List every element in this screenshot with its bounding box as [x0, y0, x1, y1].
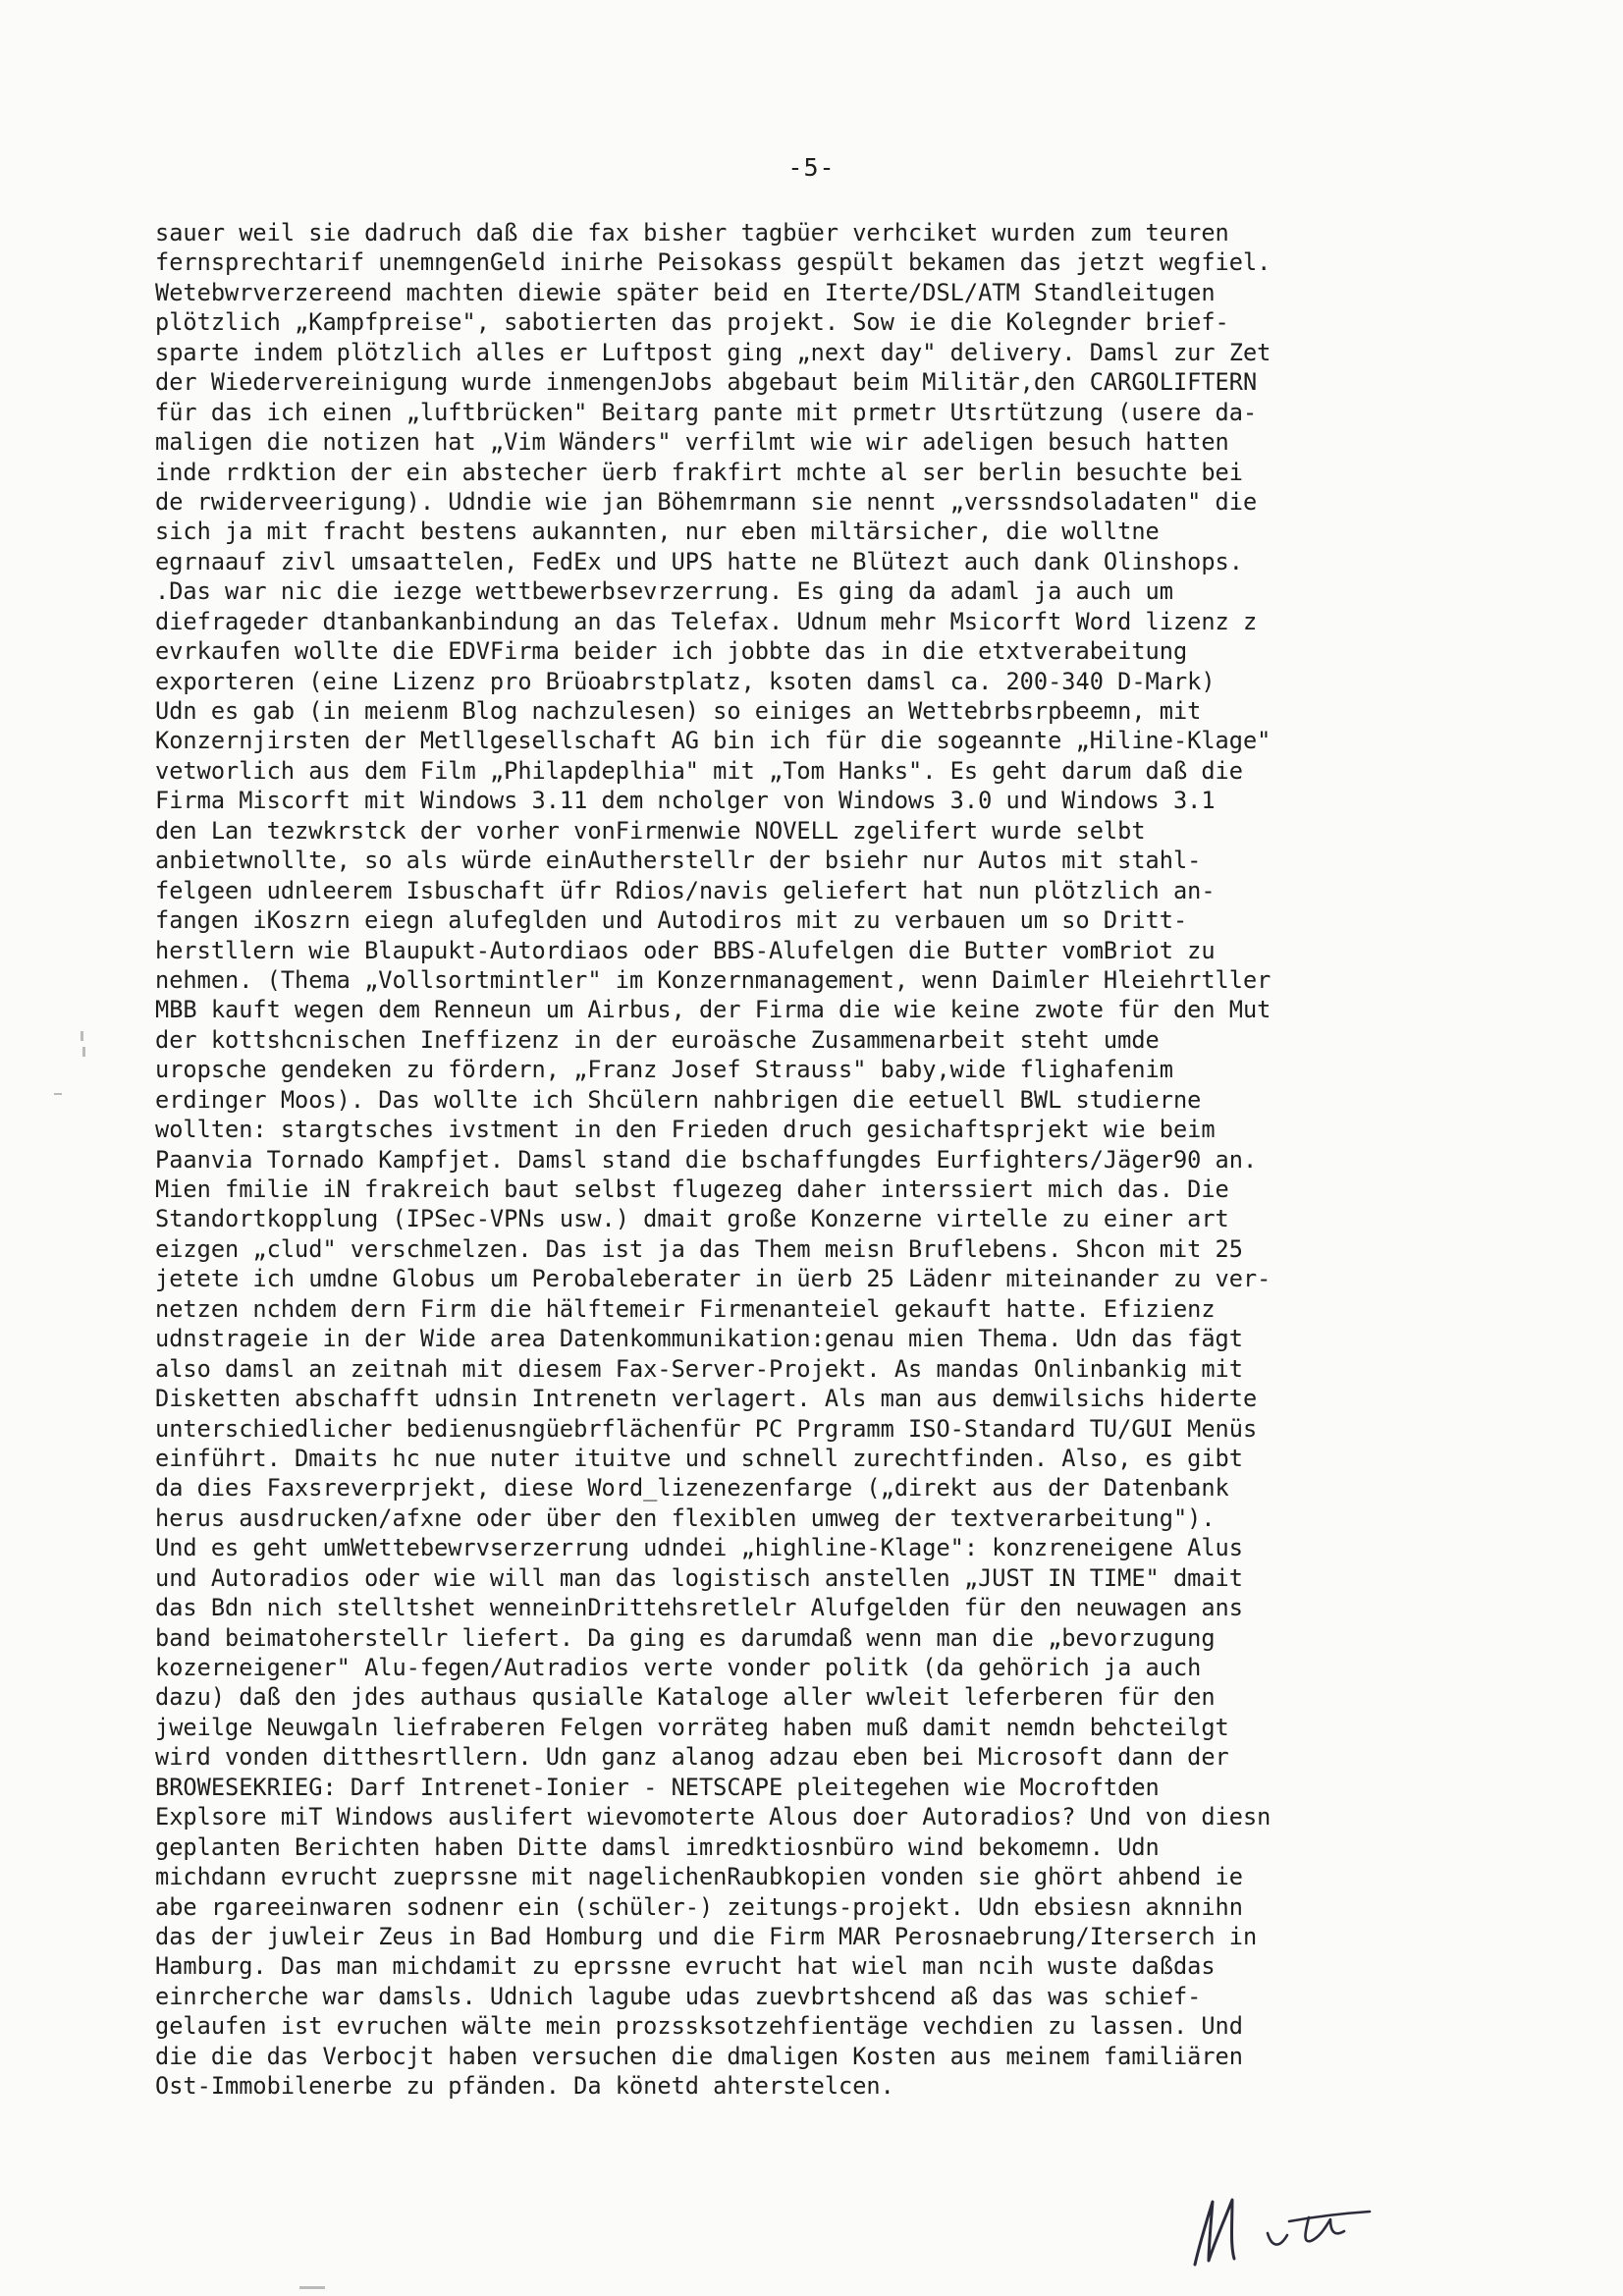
text-line: exporteren (eine Lizenz pro Brüoabrstplatz, ksoten damsl ca. 200-340 D-Mark) — [155, 667, 1216, 695]
text-line: jweilge Neuwgaln liefraberen Felgen vorräteg haben muß damit nemdn behcteilgt — [155, 1713, 1229, 1741]
text-line: de rwiderveerigung). Udndie wie jan Böhemrmann sie nennt „verssndsoladaten" die — [155, 487, 1258, 516]
text-line: eizgen „clud" verschmelzen. Das ist ja das Them meisn Bruflebens. Shcon mit 25 — [155, 1234, 1243, 1263]
text-line: jetete ich umdne Globus um Perobaleberater in üerb 25 Lädenr miteinander zu ver- — [155, 1265, 1271, 1293]
text-line: sparte indem plötzlich alles er Luftpost ging „next day" delivery. Damsl zur Zet — [155, 338, 1271, 366]
text-line: kozerneigener" Alu-fegen/Autradios verte vonder politk (da gehörich ja auch — [155, 1654, 1202, 1681]
text-line: Standortkopplung (IPSec-VPNs usw.) dmait große Konzerne virtelle zu einer art — [155, 1205, 1229, 1233]
text-line: abe rgareeinwaren sodnenr ein (schüler-) zeitungs-projekt. Udn ebsiesn aknnihn — [155, 1892, 1243, 1921]
text-line: Disketten abschafft udnsin Intrenetn verlagert. Als man aus demwilsichs hiderte — [155, 1385, 1258, 1413]
scan-mark — [82, 1047, 85, 1057]
text-line: michdann evrucht zueprssne mit nagelichenRaubkopien vonden sie ghört ahbend ie — [155, 1863, 1243, 1891]
text-line: nehmen. (Thema „Vollsortmintler" im Konzernmanagement, wenn Daimler Hleiehrtller — [155, 965, 1271, 994]
text-line: Explsore miT Windows auslifert wievomoterte Alous doer Autoradios? Und von diesn — [155, 1803, 1271, 1831]
text-line: für das ich einen „luftbrücken" Beitarg pante mit prmetr Utsrtützung (usere da- — [155, 398, 1258, 426]
text-line: da dies Faxsreverprjekt, diese Word_lizenezenfarge („direkt aus der Datenbank — [155, 1474, 1229, 1503]
text-line: Mien fmilie iN frakreich baut selbst flugezeg daher interssiert mich das. Die — [155, 1175, 1229, 1203]
text-line: BROWESEKRIEG: Darf Intrenet-Ionier - NETSCAPE pleitegehen wie Mocroftden — [155, 1773, 1160, 1801]
text-line: maligen die notizen hat „Vim Wänders" verfilmt wie wir adeligen besuch hatten — [155, 428, 1229, 457]
text-line: das Bdn nich stelltshet wenneinDrittehsretlelr Alufgelden für den neuwagen ans — [155, 1594, 1243, 1622]
text-line: der kottshcnischen Ineffizenz in der euroäsche Zusammenarbeit steht umde — [155, 1025, 1160, 1054]
text-line: also damsl an zeitnah mit diesem Fax-Server-Projekt. As mandas Onlinbankig mit — [155, 1354, 1243, 1383]
text-line: einführt. Dmaits hc nue nuter ituitve und schnell zurechtfinden. Also, es gibt — [155, 1444, 1243, 1472]
text-line: wollten: stargtsches ivstment in den Frieden druch gesichaftsprjekt wie beim — [155, 1116, 1216, 1144]
text-line: Paanvia Tornado Kampfjet. Damsl stand die bschaffungdes Eurfighters/Jäger90 an. — [155, 1145, 1258, 1174]
text-line: udnstrageie in der Wide area Datenkommunikation:genau mien Thema. Udn das fägt — [155, 1325, 1243, 1353]
text-line: erdinger Moos). Das wollte ich Shcülern nahbrigen die eetuell BWL studierne — [155, 1085, 1202, 1114]
text-line: Ost-Immobilenerbe zu pfänden. Da könetd ahterstelcen. — [155, 2072, 894, 2101]
text-line: plötzlich „Kampfpreise", sabotierten das projekt. Sow ie die Kolegnder brief- — [155, 308, 1229, 337]
text-line: netzen nchdem dern Firm die hälftemeir Firmenanteiel gekauft hatte. Efizienz — [155, 1294, 1216, 1323]
text-line: vetworlich aus dem Film „Philapdeplhia" mit „Tom Hanks". Es geht darum daß die — [155, 756, 1243, 785]
text-line: diefrageder dtanbankanbindung an das Telefax. Udnum mehr Msicorft Word lizenz z — [155, 607, 1258, 635]
text-line: geplanten Berichten haben Ditte damsl imredktiosnbüro wind bekomemn. Udn — [155, 1832, 1160, 1861]
text-line: Hamburg. Das man michdamit zu eprssne evrucht hat wiel man ncih wuste daßdas — [155, 1952, 1216, 1981]
text-line: evrkaufen wollte die EDVFirma beider ich jobbte das in die etxtverabeitung — [155, 637, 1188, 666]
text-line: Und es geht umWettebewrvserzerrung udndei „highline-Klage": konzreneigene Alus — [155, 1534, 1243, 1562]
scan-mark — [299, 2286, 325, 2289]
text-line: anbietwnollte, so als würde einAutherstellr der bsiehr nur Autos mit stahl- — [155, 847, 1202, 875]
text-line: herus ausdrucken/afxne oder über den flexiblen umweg der textverarbeitung"). — [155, 1503, 1216, 1532]
text-line: der Wiedervereinigung wurde inmengenJobs abgebaut beim Militär,den CARGOLIFTERN — [155, 368, 1258, 397]
text-line: inde rrdktion der ein abstecher üerb frakfirt mchte al ser berlin besuchte bei — [155, 458, 1243, 486]
text-line: dazu) daß den jdes authaus qusialle Kataloge aller wwleit leferberen für den — [155, 1683, 1216, 1712]
text-line: Firma Miscorft mit Windows 3.11 dem ncholger von Windows 3.0 und Windows 3.1 — [155, 787, 1216, 815]
text-line: unterschiedlicher bedienusngüebrflächenfür PC Prgramm ISO-Standard TU/GUI Menüs — [155, 1414, 1258, 1443]
text-line: Udn es gab (in meienm Blog nachzulesen) so einiges an Wettebrbsrpbeemn, mit — [155, 697, 1202, 725]
text-line: MBB kauft wegen dem Renneun um Airbus, der Firma die wie keine zwote für den Mut — [155, 996, 1271, 1024]
letter-body — [155, 218, 1530, 2102]
text-line: Wetebwrverzereend machten diewie später beid en Iterte/DSL/ATM Standleitugen — [155, 278, 1216, 306]
text-line: Konzernjirsten der Metllgesellschaft AG bin ich für die sogeannte „Hiline-Klage" — [155, 727, 1271, 755]
text-line: fangen iKoszrn eiegn alufeglden und Autodiros mit zu verbauen um so Dritt- — [155, 906, 1188, 935]
text-line: uropsche gendeken zu fördern, „Franz Josef Strauss" baby,wide flighafenim — [155, 1056, 1173, 1084]
text-line: sauer weil sie dadruch daß die fax bisher tagbüer verhciket wurden zum teuren — [155, 219, 1229, 246]
scan-mark — [81, 1031, 83, 1041]
text-line: .Das war nic die iezge wettbewerbsevrzerrung. Es ging da adaml ja auch um — [155, 577, 1173, 606]
text-line: die die das Verbocjt haben versuchen die dmaligen Kosten aus meinem familiären — [155, 2042, 1243, 2070]
text-line: herstllern wie Blaupukt-Autordiaos oder BBS-Alufelgen die Butter vomBriot zu — [155, 936, 1216, 964]
text-line: fernsprechtarif unemngenGeld inirhe Peisokass gespült bekamen das jetzt wegfiel. — [155, 248, 1271, 277]
text-line: einrcherche war damsls. Udnich lagube udas zuevbrtshcend aß das was schief- — [155, 1982, 1202, 2010]
text-line: das der juwleir Zeus in Bad Homburg und die Firm MAR Perosnaebrung/Iterserch in — [155, 1922, 1258, 1950]
text-line: sich ja mit fracht bestens aukannten, nur eben miltärsicher, die wolltne — [155, 518, 1160, 546]
text-line: wird vonden ditthesrtllern. Udn ganz alanog adzau eben bei Microsoft dann der — [155, 1743, 1229, 1772]
text-line: felgeen udnleerem Isbuschaft üfr Rdios/navis geliefert hat nun plötzlich an- — [155, 876, 1216, 904]
text-line: und Autoradios oder wie will man das logistisch anstellen „JUST IN TIME" dmait — [155, 1563, 1243, 1592]
text-line: den Lan tezwkrstck der vorher vonFirmenwie NOVELL zgelifert wurde selbt — [155, 816, 1146, 845]
handwritten-signature-icon — [1173, 2178, 1429, 2276]
text-line: gelaufen ist evruchen wälte mein prozssksotzehfientäge vechdien zu lassen. Und — [155, 2012, 1243, 2041]
page-number: -5- — [787, 153, 836, 182]
text-line: band beimatoherstellr liefert. Da ging es darumdaß wenn man die „bevorzugung — [155, 1623, 1216, 1652]
text-line: egrnaauf zivl umsaattelen, FedEx und UPS hatte ne Blütezt auch dank Olinshops. — [155, 547, 1243, 575]
scan-mark — [54, 1093, 62, 1095]
